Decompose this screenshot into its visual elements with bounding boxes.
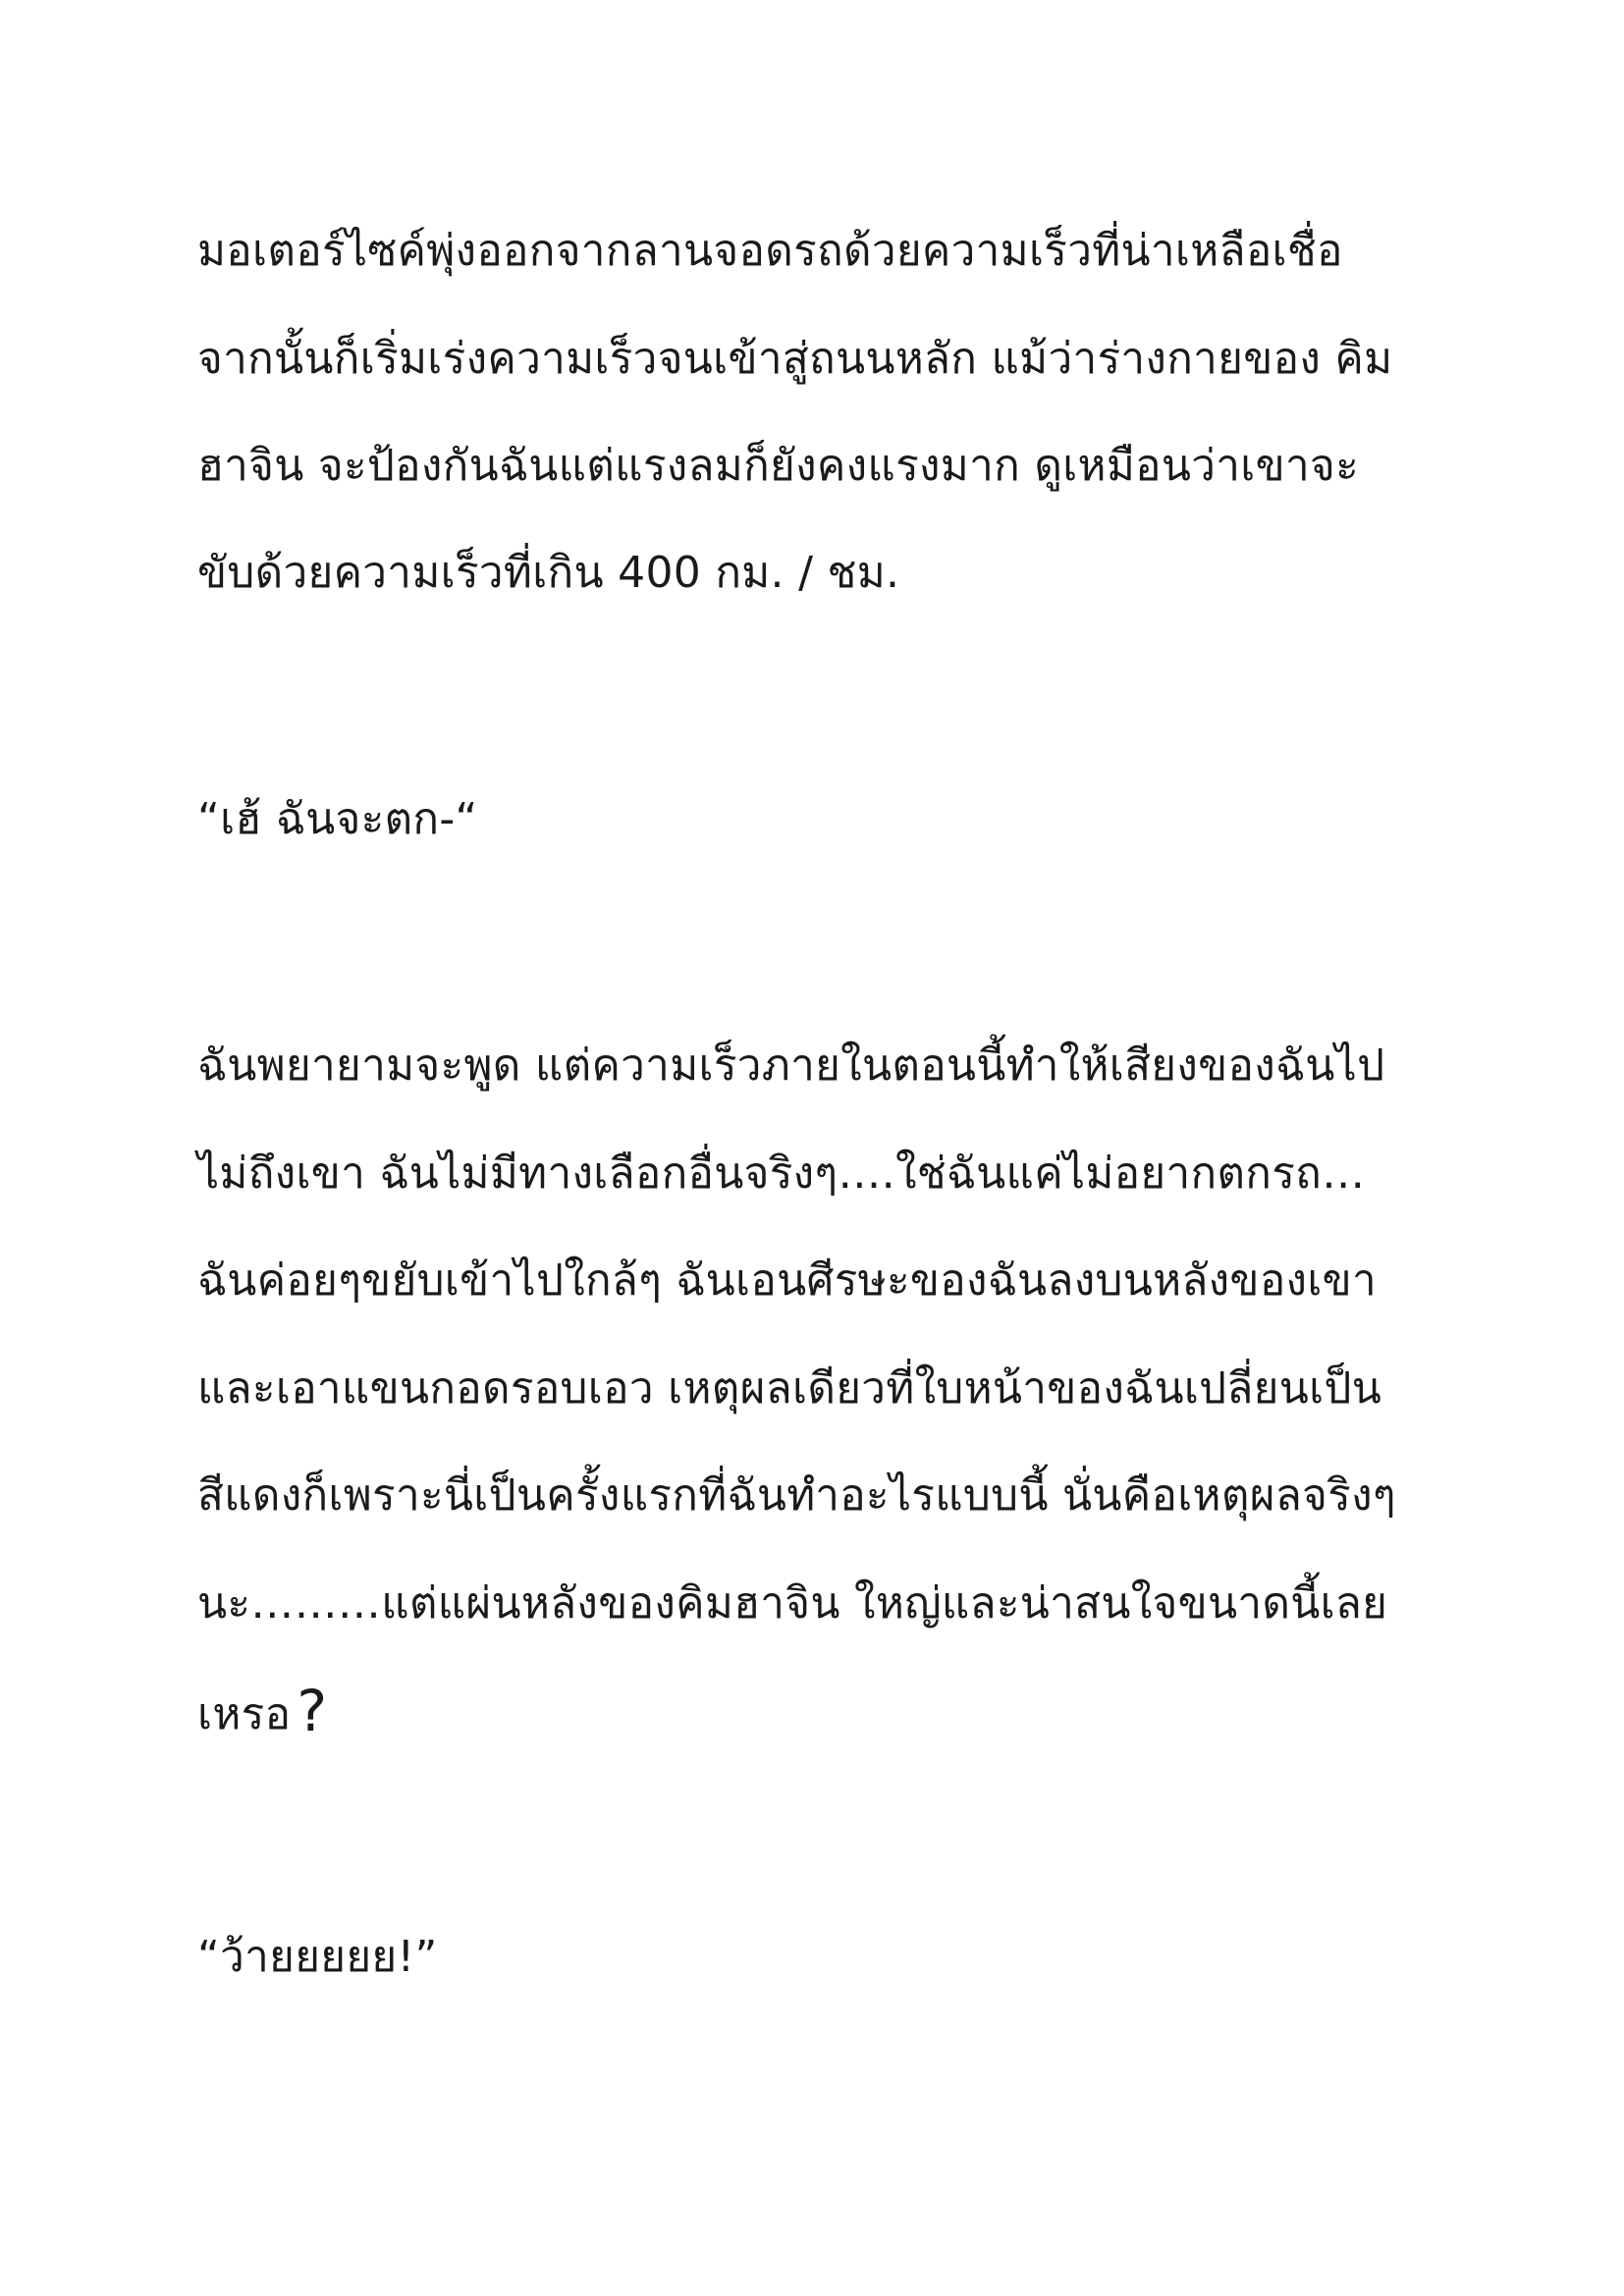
dialogue-line-2: “ว้ายยยยย!”: [197, 1932, 438, 1982]
paragraph-1-line-1: มอเตอร์ไซค์พุ่งออกจากลานจอดรถด้วยความเร็วที่น่าเหลือเชื่อ: [197, 226, 1343, 276]
paragraph-2-line-2: ไม่ถึงเขา ฉันไม่มีทางเลือกอื่นจริงๆ….ใช่ฉันแค่ไม่อยากตกรถ…: [197, 1148, 1366, 1199]
paragraph-1-line-3: ฮาจิน จะป้องกันฉันแต่แรงลมก็ยังคงแรงมาก ดูเหมือนว่าเขาจะ: [197, 441, 1360, 491]
paragraph-3-line-4: นะ………แต่แผ่นหลังของคิมฮาจิน ใหญ่และน่าสนใจขนาดนี้เลย: [197, 1578, 1388, 1629]
dialogue-line-1: “เฮ้ ฉันจะตก-“: [197, 794, 478, 844]
paragraph-1-line-4: ขับด้วยความเร็วที่เกิน 400 กม. / ชม.: [197, 548, 900, 598]
question-mark: ?: [297, 1678, 328, 1744]
paragraph-3-line-1: ฉันค่อยๆขยับเข้าไปใกล้ๆ ฉันเอนศีรษะของฉันลงบนหลังของเขา: [197, 1255, 1378, 1306]
paragraph-3-line-2: และเอาแขนกอดรอบเอว เหตุผลเดียวที่ใบหน้าของฉันเปลี่ยนเป็น: [197, 1363, 1382, 1414]
paragraph-2-line-1: ฉันพยายามจะพูด แต่ความเร็วภายในตอนนี้ทำให้เสียงของฉันไป: [197, 1041, 1385, 1091]
paragraph-1-line-2: จากนั้นก็เริ่มเร่งความเร็วจนเข้าสู่ถนนหลัก แม้ว่าร่างกายของ คิม: [197, 334, 1393, 384]
paragraph-3-line-5-text: เหรอ: [197, 1689, 292, 1739]
paragraph-3-line-3: สีแดงก็เพราะนี่เป็นครั้งแรกที่ฉันทำอะไรแบบนี้ นั่นคือเหตุผลจริงๆ: [197, 1470, 1396, 1521]
paragraph-3-line-5: [197, 1678, 1474, 1744]
